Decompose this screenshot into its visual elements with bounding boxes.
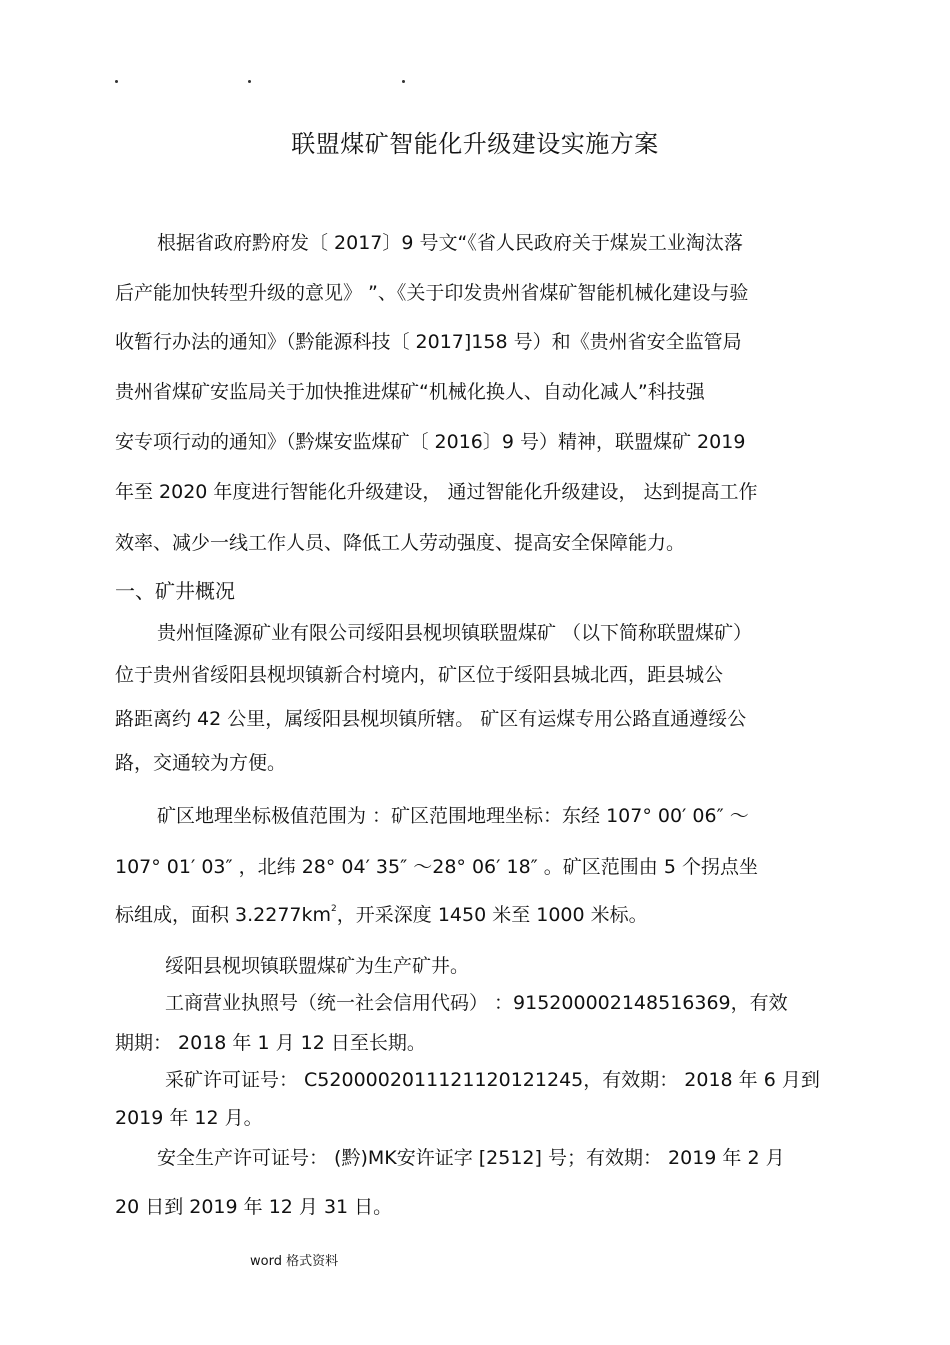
para1-line-2: 后产能加快转型升级的意见》 ”、《关于印发贵州省煤矿智能机械化建设与验 [115,282,749,304]
section-heading-1: 一、矿井概况 [115,579,235,603]
para7-line-2: 20 日到 2019 年 12 月 31 日。 [115,1196,393,1218]
para2-line-4: 路，交通较为方便。 [115,752,287,774]
para1-line-4: 贵州省煤矿安监局关于加快推进煤矿“机械化换人、自动化减人”科技强 [115,381,705,403]
header-dot-3 [402,80,405,83]
para6-line-1: 采矿许可证号： C5200002011121120121245，有效期： 2018 年 6 月到 [165,1069,820,1091]
para3-line-1: 矿区地理坐标极值范围为 ：矿区范围地理坐标：东经 107° 00′ 06″ ～ [157,805,749,827]
para2-line-3: 路距离约 42 公里，属绥阳县枧坝镇所辖。 矿区有运煤专用公路直通遵绥公 [115,708,747,730]
para3-line-3 [115,903,648,927]
para1-line-5: 安专项行动的通知》（黔煤安监煤矿〔 2016〕9 号）精神，联盟煤矿 2019 [115,431,746,453]
para2-line-1: 贵州恒隆源矿业有限公司绥阳县枧坝镇联盟煤矿 （以下简称联盟煤矿） [157,622,753,644]
para5-line-2: 期期： 2018 年 1 月 12 日至长期。 [115,1032,426,1054]
para3-line-2: 107° 01′ 03″ ，北纬 28° 04′ 35″ ～28° 06′ 18″ 。矿区范围由 5 个拐点坐 [115,856,758,878]
para1-line-1: 根据省政府黔府发〔 2017〕9 号文“《省人民政府关于煤炭工业淘汰落 [157,232,743,254]
para3-line-3-text-b: ，开采深度 1450 米至 1000 米标。 [336,904,648,926]
para6-line-2: 2019 年 12 月。 [115,1107,263,1129]
header-dot-2 [248,80,251,83]
para4-line-1: 绥阳县枧坝镇联盟煤矿为生产矿井。 [165,955,470,977]
para1-line-3: 收暂行办法的通知》（黔能源科技〔 2017]158 号）和《贵州省安全监管局 [115,331,742,353]
para3-line-3-text-a: 标组成，面积 3.2277km [115,904,332,926]
para7-line-1: 安全生产许可证号： (黔)MK安许证字 [2512] 号；有效期： 2019 年 2 月 [157,1147,785,1169]
footer-note: word 格式资料 [250,1254,339,1269]
para5-line-1: 工商营业执照号（统一社会信用代码） ：915200002148516369，有效 [165,992,788,1014]
header-dot-1 [115,80,118,83]
superscript-2: 2 [331,904,337,914]
para1-line-6: 年至 2020 年度进行智能化升级建设， 通过智能化升级建设， 达到提高工作 [115,481,758,503]
para2-line-2: 位于贵州省绥阳县枧坝镇新合村境内，矿区位于绥阳县城北西，距县城公 [115,664,724,686]
para1-line-7: 效率、减少一线工作人员、降低工人劳动强度、提高安全保障能力。 [115,532,686,554]
document-title: 联盟煤矿智能化升级建设实施方案 [291,130,659,158]
